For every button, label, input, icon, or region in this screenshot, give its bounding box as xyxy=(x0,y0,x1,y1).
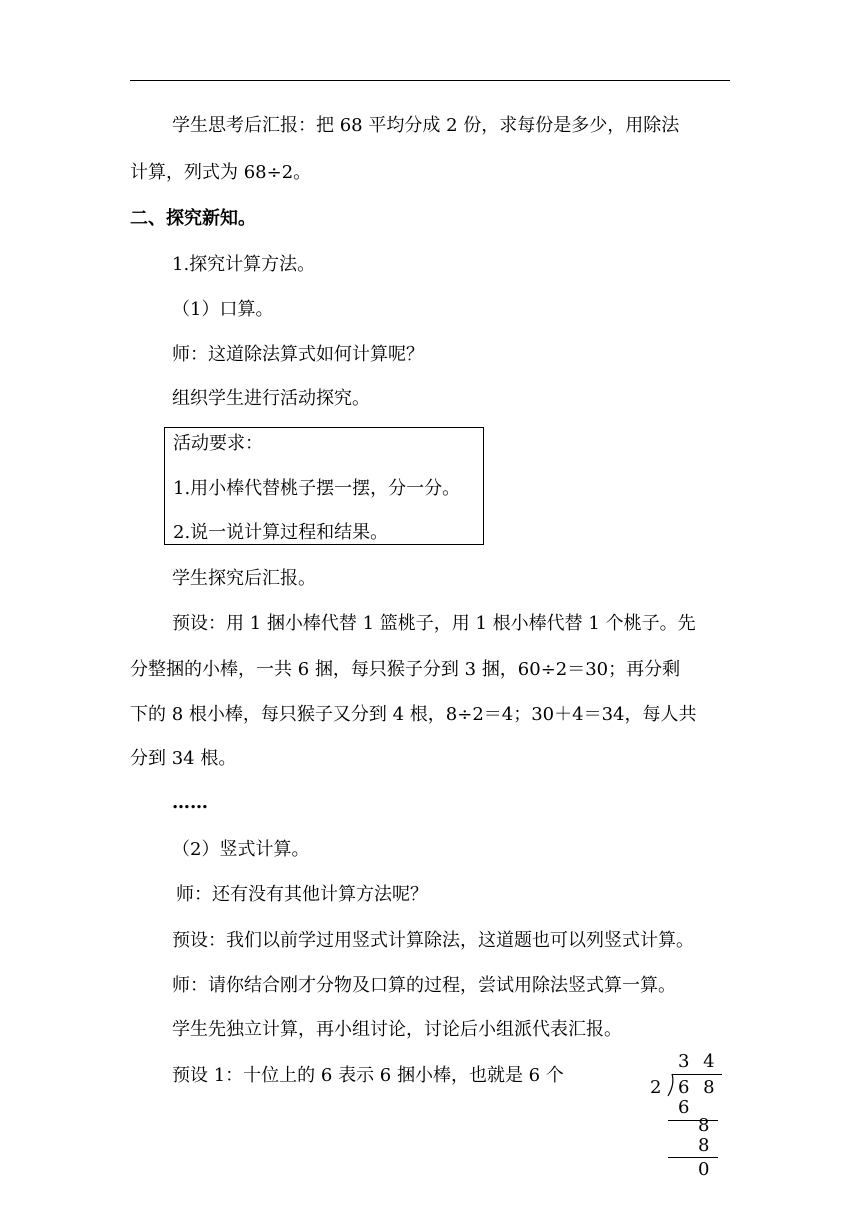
long-division xyxy=(642,1052,732,1182)
paragraph-line: 计算，列式为 68÷2。 xyxy=(130,162,312,183)
ellipsis: …… xyxy=(172,792,208,813)
paragraph-line: 预设：用 1 捆小棒代替 1 篮桃子，用 1 根小棒代替 1 个桃子。先 xyxy=(172,613,696,634)
teacher-question: 师：这道除法算式如何计算呢？ xyxy=(172,344,424,365)
activity-requirement: 2.说一说计算过程和结果。 xyxy=(173,522,389,543)
teacher-question: 师：请你结合刚才分物及口算的过程，尝试用除法竖式算一算。 xyxy=(172,975,676,996)
bring-down: 8 xyxy=(698,1115,714,1136)
division-bar xyxy=(672,1074,722,1075)
paragraph-line: 预设：我们以前学过用竖式计算除法，这道题也可以列竖式计算。 xyxy=(172,930,694,951)
paragraph-line: 下的 8 根小棒，每只猴子又分到 4 根，8÷2＝4；30＋4＝34，每人共 xyxy=(130,704,697,725)
sub-heading: （1）口算。 xyxy=(172,299,274,320)
quotient: 3 4 xyxy=(678,1051,719,1072)
remainder: 0 xyxy=(698,1159,714,1180)
header-rule xyxy=(130,80,730,81)
activity-box-title: 活动要求： xyxy=(173,433,263,454)
activity-box xyxy=(164,427,484,545)
subtraction-line xyxy=(668,1157,718,1158)
paragraph-line: 学生思考后汇报：把 68 平均分成 2 份，求每份是多少，用除法 xyxy=(172,115,680,136)
paragraph-line: 学生先独立计算，再小组讨论，讨论后小组派代表汇报。 xyxy=(172,1019,622,1040)
sub-heading: （2）竖式计算。 xyxy=(172,839,310,860)
partial-product: 8 xyxy=(698,1135,714,1156)
item-heading: 1.探究计算方法。 xyxy=(172,254,316,275)
divisor: 2 xyxy=(650,1077,666,1098)
paragraph-line: 学生探究后汇报。 xyxy=(172,568,316,589)
paragraph-line: 分整捆的小棒，一共 6 捆，每只猴子分到 3 捆，60÷2＝30；再分剩 xyxy=(130,659,681,680)
dividend: 6 8 xyxy=(678,1077,719,1098)
paragraph-line: 预设 1：十位上的 6 表示 6 捆小棒，也就是 6 个 xyxy=(172,1065,564,1086)
section-title: 二、探究新知。 xyxy=(130,208,256,229)
teacher-question: 师：还有没有其他计算方法呢？ xyxy=(176,884,428,905)
partial-product: 6 xyxy=(678,1097,694,1118)
division-bracket xyxy=(666,1072,676,1098)
activity-requirement: 1.用小棒代替桃子摆一摆，分一分。 xyxy=(173,478,461,499)
paragraph-line: 组织学生进行活动探究。 xyxy=(172,388,370,409)
paragraph-line: 分到 34 根。 xyxy=(130,748,237,769)
